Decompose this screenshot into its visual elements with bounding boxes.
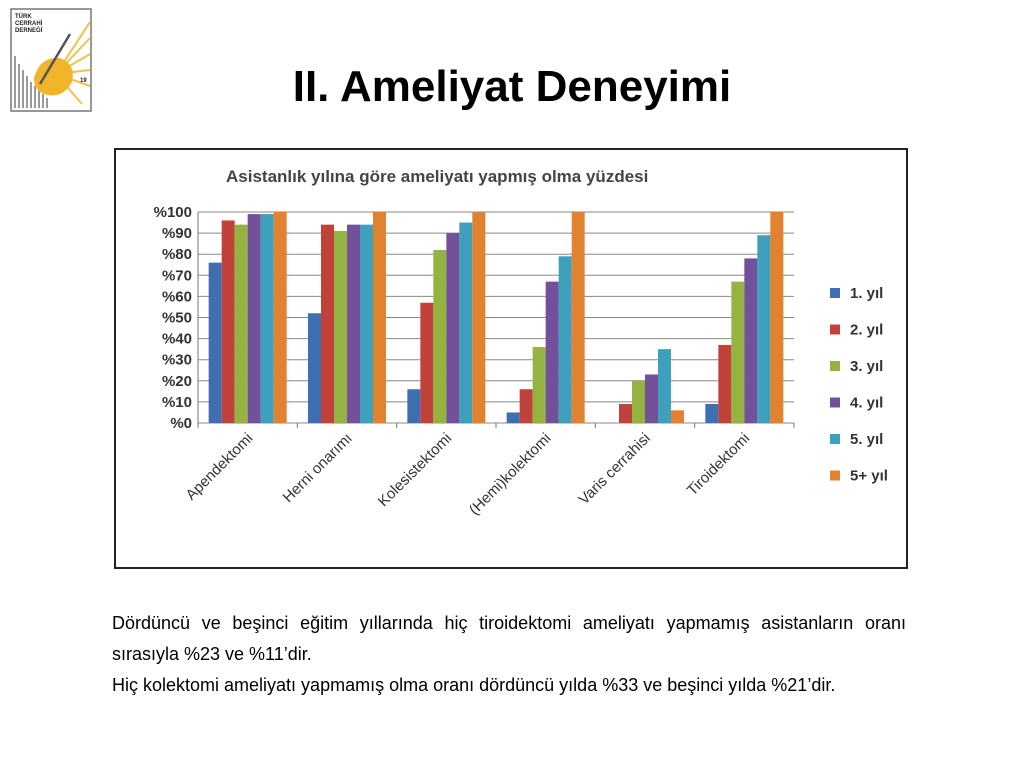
bar [373,212,386,423]
bar [446,233,459,423]
legend-swatch [830,398,840,408]
bar [619,404,632,423]
bar [222,220,235,423]
bar [546,282,559,423]
bar [731,282,744,423]
chart-frame [114,148,908,569]
legend-swatch [830,434,840,444]
slide-title: II. Ameliyat Deneyimi [292,62,732,111]
bar [572,212,585,423]
bar [632,381,645,423]
bar [533,347,546,423]
y-tick-label: %0 [170,415,192,432]
bar [757,235,770,423]
legend-label: 4. yıl [850,394,884,412]
legend-swatch [830,325,840,335]
bar [705,404,718,423]
legend-label: 5. yıl [850,431,884,448]
legend-label: 3. yıl [850,358,884,375]
bar-chart [116,150,906,567]
category-label: Herni onarımı [279,429,356,507]
y-tick-label: %10 [161,393,192,411]
bar [321,225,334,423]
bar [459,223,472,423]
y-tick-label: %70 [161,267,192,285]
bar [274,212,287,423]
logo-line2: CERRAHİ [15,21,43,27]
bar [671,410,684,423]
logo-year: 19 [80,78,87,84]
category-label: Apendektomi [182,429,257,504]
bar [507,412,520,423]
y-tick-label: %30 [161,351,192,369]
y-tick-label: %40 [161,330,192,348]
category-label: (Hemi)kolektomi [465,429,555,519]
bar [420,303,433,423]
bar [718,345,731,423]
bar [433,250,446,423]
y-tick-label: %20 [161,372,192,390]
y-tick-label: %90 [161,225,192,243]
y-tick-label: %80 [161,246,192,264]
legend-label: 2. yıl [850,321,884,339]
paragraph-1: Dördüncü ve beşinci eğitim yıllarında hiç tiroidektomi ameliyatı yapmamış asistanların oranı sırasıyla %23 ve %11’dir. [112,613,906,664]
bar [334,231,347,423]
y-tick-label: %50 [161,309,192,327]
legend-swatch [830,471,840,481]
y-tick-label: %100 [153,204,192,221]
category-label: Varis cerrahisi [575,429,654,509]
bar [407,389,420,423]
legend-label: 5+ yıl [850,467,888,485]
bar [744,258,757,423]
legend-swatch [830,361,840,371]
category-label: Tiroidektomi [683,429,754,500]
bar [360,225,373,423]
y-tick-label: %60 [161,288,192,306]
logo-line3: DERNEĞİ [15,28,43,34]
bar [658,349,671,423]
paragraph-2: Hiç kolektomi ameliyatı yapmamış olma oranı dördüncü yılda %33 ve beşinci yılda %21’dir. [112,675,836,695]
chart-title: Asistanlık yılına göre ameliyatı yapmış olma yüzdesi [226,167,649,186]
logo-line1: TÜRK [15,14,32,20]
bar [347,225,360,423]
category-label: Kolesistektomi [374,429,456,511]
bar [235,225,248,423]
bar [520,389,533,423]
bar [559,256,572,423]
bar [248,214,261,423]
slide-body [112,608,906,701]
bar [308,313,321,423]
bar [261,214,274,423]
bar [770,212,783,423]
bar [472,212,485,423]
legend-swatch [830,288,840,298]
bar [645,374,658,423]
legend-label: 1. yıl [850,285,884,302]
bar [209,263,222,423]
